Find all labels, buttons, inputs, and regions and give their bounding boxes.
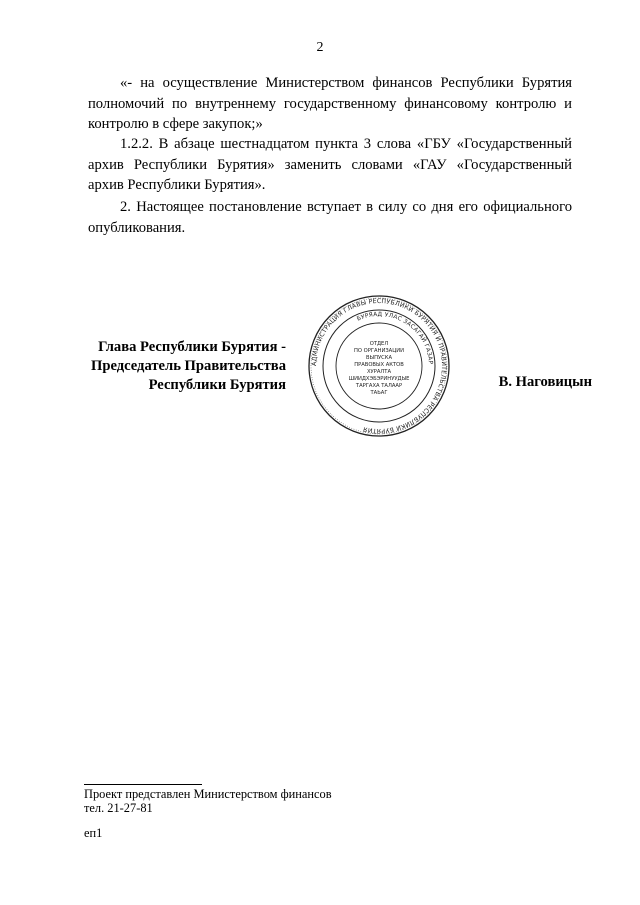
seal-center-line: ВЫПУСКА	[365, 355, 393, 361]
signer-title-line: Республики Бурятия	[148, 377, 286, 393]
footnote	[84, 787, 332, 815]
paragraph-amendment-text: «- на осуществление Министерством финансов Республики Бурятия полномочий по внутреннему государственному финансовому контролю и контролю в сфере закупок;»	[88, 75, 572, 132]
official-seal-stamp	[308, 295, 450, 437]
seal-inner-text: БУРЯАД УЛАС ЗАСАГАЙ ГАЗАР	[356, 311, 434, 365]
document-code: еп1	[84, 826, 103, 840]
paragraph-item-2: 2. Настоящее постановление вступает в силу со дня его официального опубликования.	[88, 199, 572, 236]
signer-title-line: Председатель Правительства	[90, 358, 286, 374]
seal-center-line: ПО ОРГАНИЗАЦИИ	[353, 348, 405, 354]
signer-title	[40, 338, 286, 395]
signer-title-line: Глава Республики Бурятия -	[98, 339, 286, 355]
paragraph-item-1-2-2: 1.2.2. В абзаце шестнадцатом пункта 3 слова «ГБУ «Государственный архив Республики Бурятия» заменить словами «ГАУ «Государственный архив Республики Бурятия».	[88, 136, 572, 193]
seal-center-line: ТАРГАХА ТАЛААР	[355, 383, 403, 389]
seal-center-line: ШИИДХЭБЭРИНУУДЫЕ	[348, 376, 410, 382]
seal-center-line: ОТДЕЛ	[369, 341, 389, 347]
footnote-line: Проект представлен Министерством финансов	[84, 787, 332, 801]
seal-center-line: ХУРАЛТА	[366, 369, 392, 375]
seal-center-line: ПРАВОВЫХ АКТОВ	[354, 362, 404, 368]
footnote-line: тел. 21-27-81	[84, 801, 153, 815]
signer-name: В. Наговицын	[498, 374, 592, 390]
page-number: 2	[316, 40, 324, 55]
footnote-divider	[84, 784, 202, 785]
seal-outer-text: АДМИНИСТРАЦИЯ ГЛАВЫ РЕСПУБЛИКИ БУРЯТИЯ И ПРАВИТЕЛЬСТВА РЕСПУБЛИКИ БУРЯТИЯ	[310, 297, 448, 435]
seal-center-line: ТАЬАГ	[370, 390, 388, 396]
